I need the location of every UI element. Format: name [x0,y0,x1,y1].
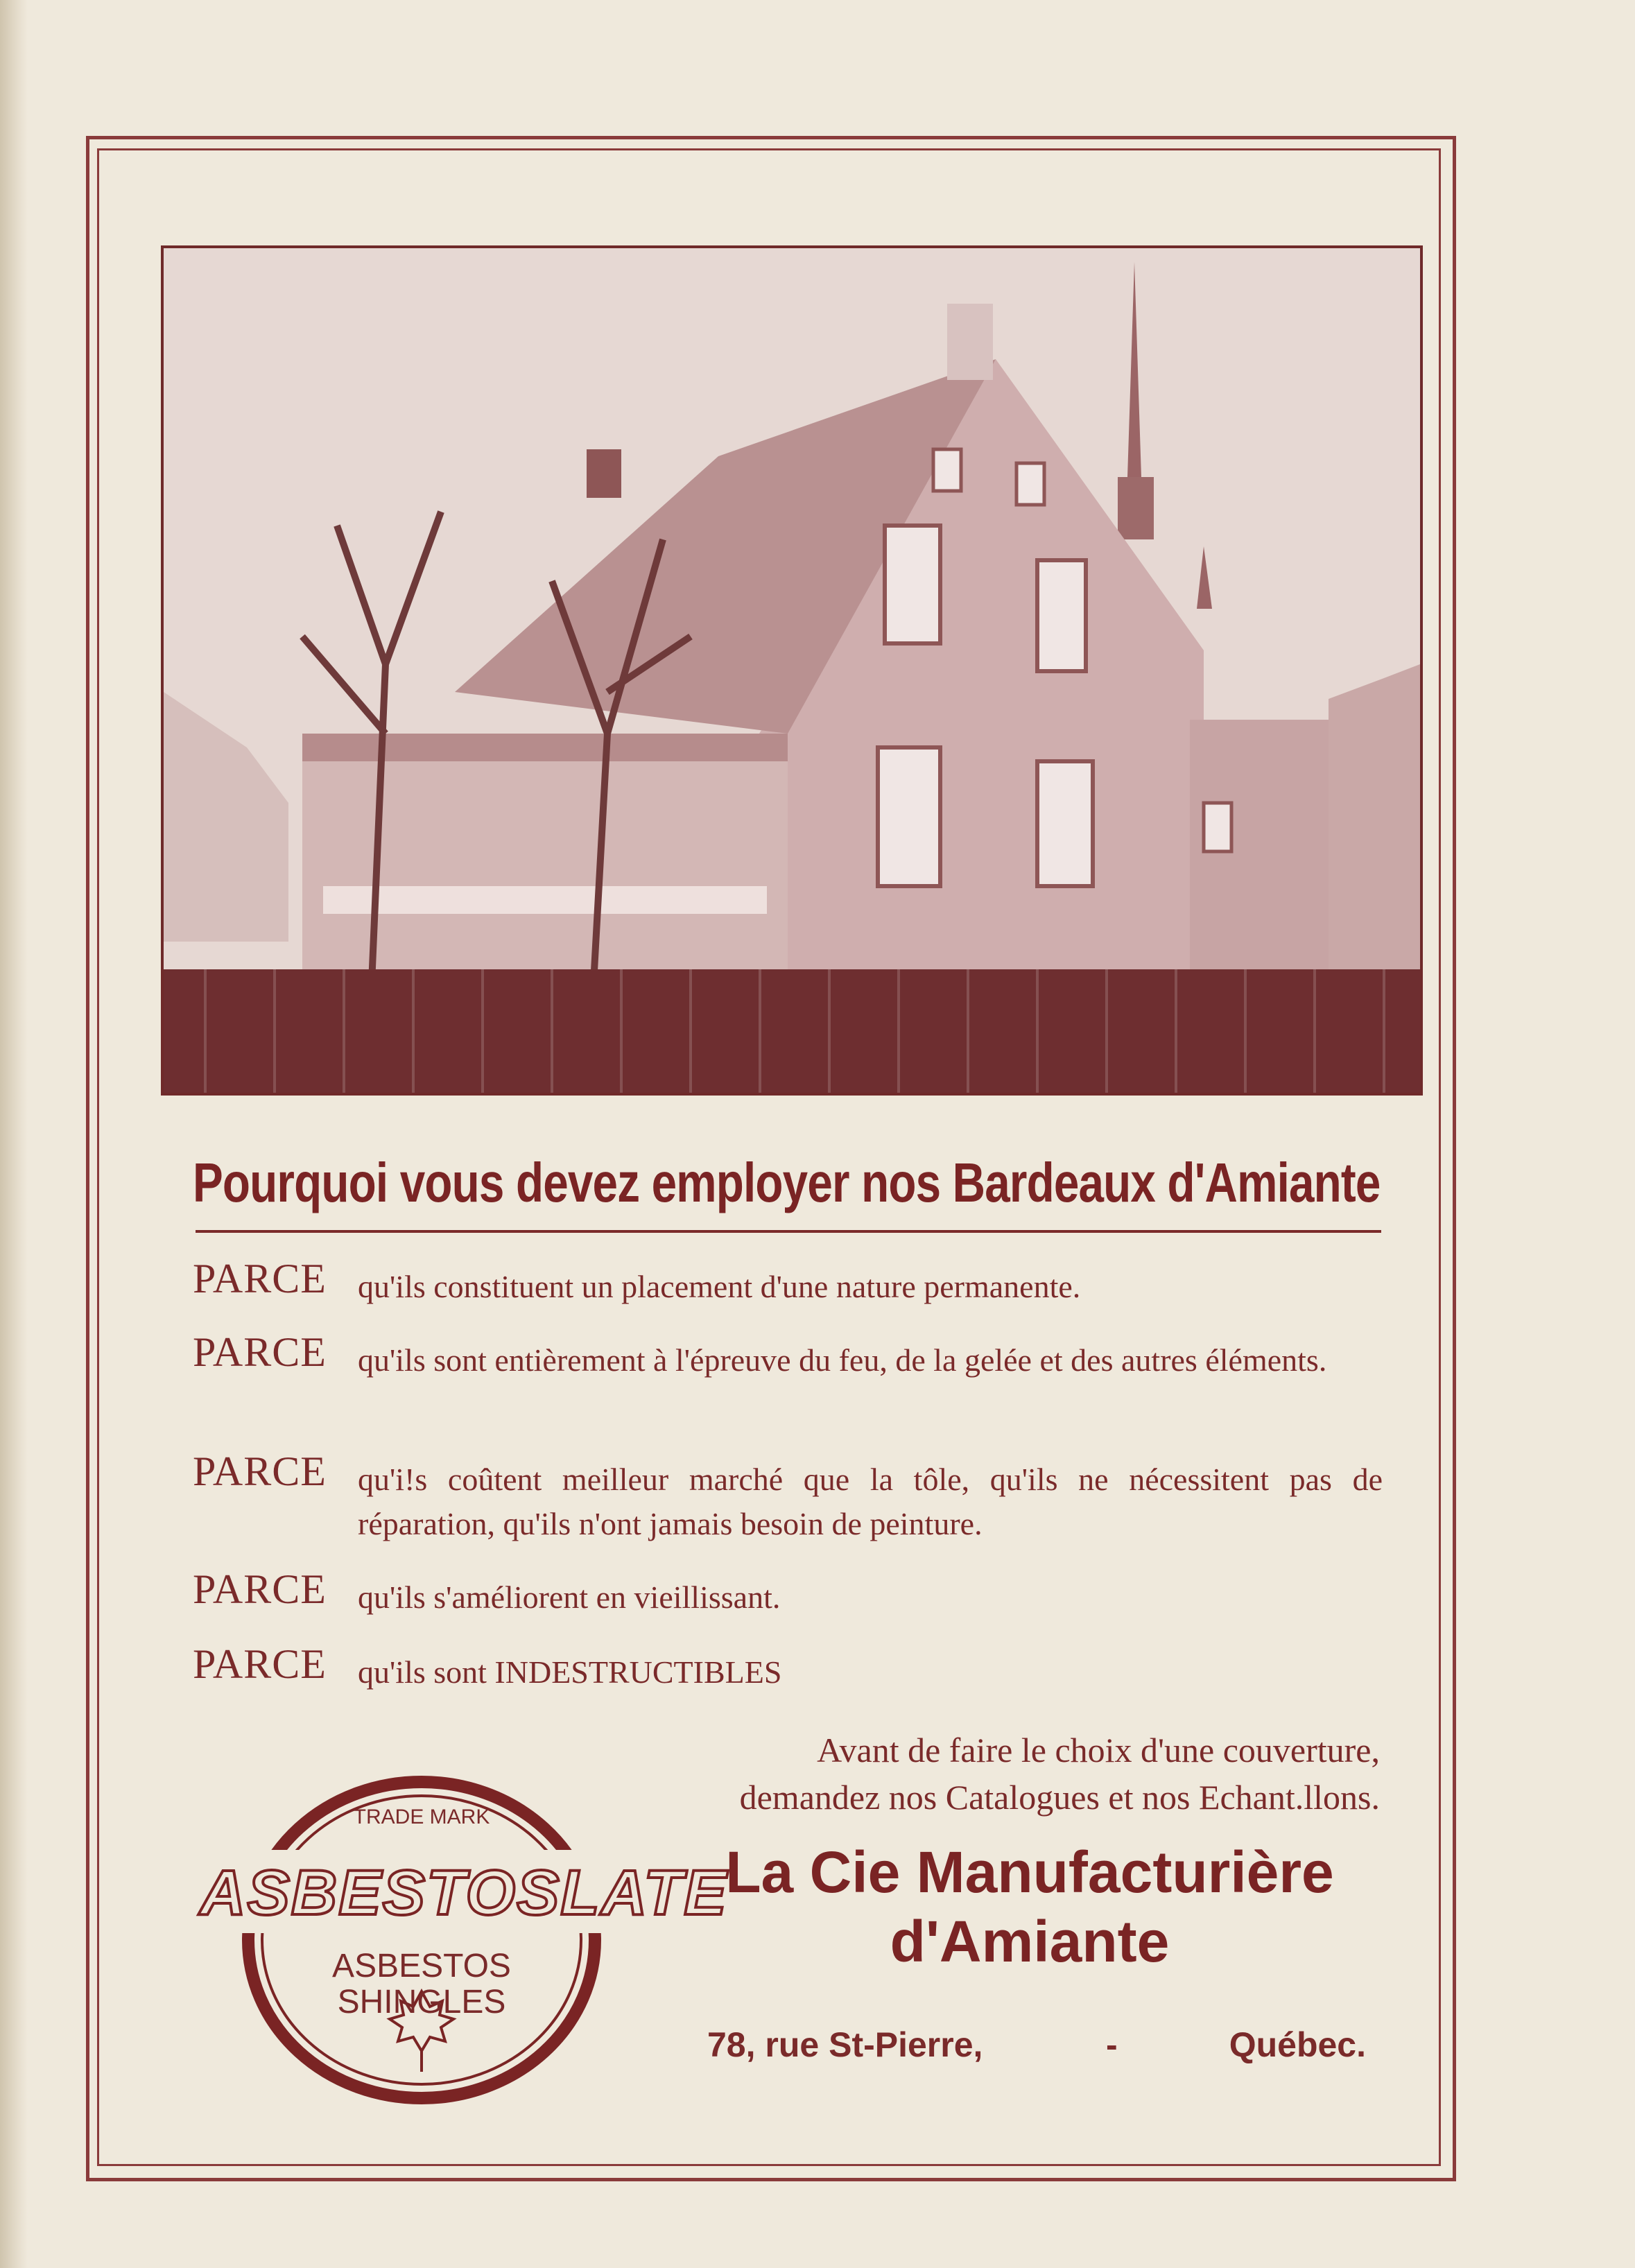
trade-mark-label: TRADE MARK [353,1806,490,1828]
logo-line-1: ASBESTOS [332,1948,511,1984]
reason-text: qu'ils s'améliorent en vieillissant. [358,1579,781,1615]
company-name-line-2: d'Amiante [890,1909,1170,1974]
address-separator: - [1106,2025,1118,2064]
reason-lead: PARCE [193,1256,327,1301]
reason-lead: PARCE [193,1566,327,1612]
reason-lead: PARCE [193,1641,327,1687]
address-city: Québec. [1229,2025,1366,2064]
reason-text: qu'i!s coûtent meilleur marché que la tôle, qu'ils ne nécessitent pas de réparation, qu'ils n'ont jamais besoin de peinture. [358,1462,1383,1541]
brand-name: ASBESTOSLATE [200,1858,728,1928]
logo-line-2: SHINGLES [337,1984,506,2020]
headline: Pourquoi vous devez employer nos Bardeaux d'Amiante [193,1152,1381,1213]
company-name [680,1837,1380,1976]
address-street: 78, rue St-Pierre, [707,2025,983,2064]
catalogue-call-to-action: Avant de faire le choix d'une couverture, demandez nos Catalogues et nos Echant.llons. [739,1731,1380,1817]
headline-underline [196,1230,1381,1233]
reason-lead: PARCE [193,1448,327,1494]
reason-text: qu'ils constituent un placement d'une nature permanente. [358,1269,1081,1304]
reason-text: qu'ils sont INDESTRUCTIBLES [358,1654,782,1690]
reason-lead: PARCE [193,1329,327,1375]
house-photograph [161,245,1423,1096]
reason-text: qu'ils sont entièrement à l'épreuve du feu, de la gelée et des autres éléments. [358,1342,1327,1378]
page-binding-edge [0,0,28,2268]
asbestoslate-trademark-logo [200,1739,728,2113]
company-name-line-1: La Cie Manufacturière [725,1839,1334,1905]
